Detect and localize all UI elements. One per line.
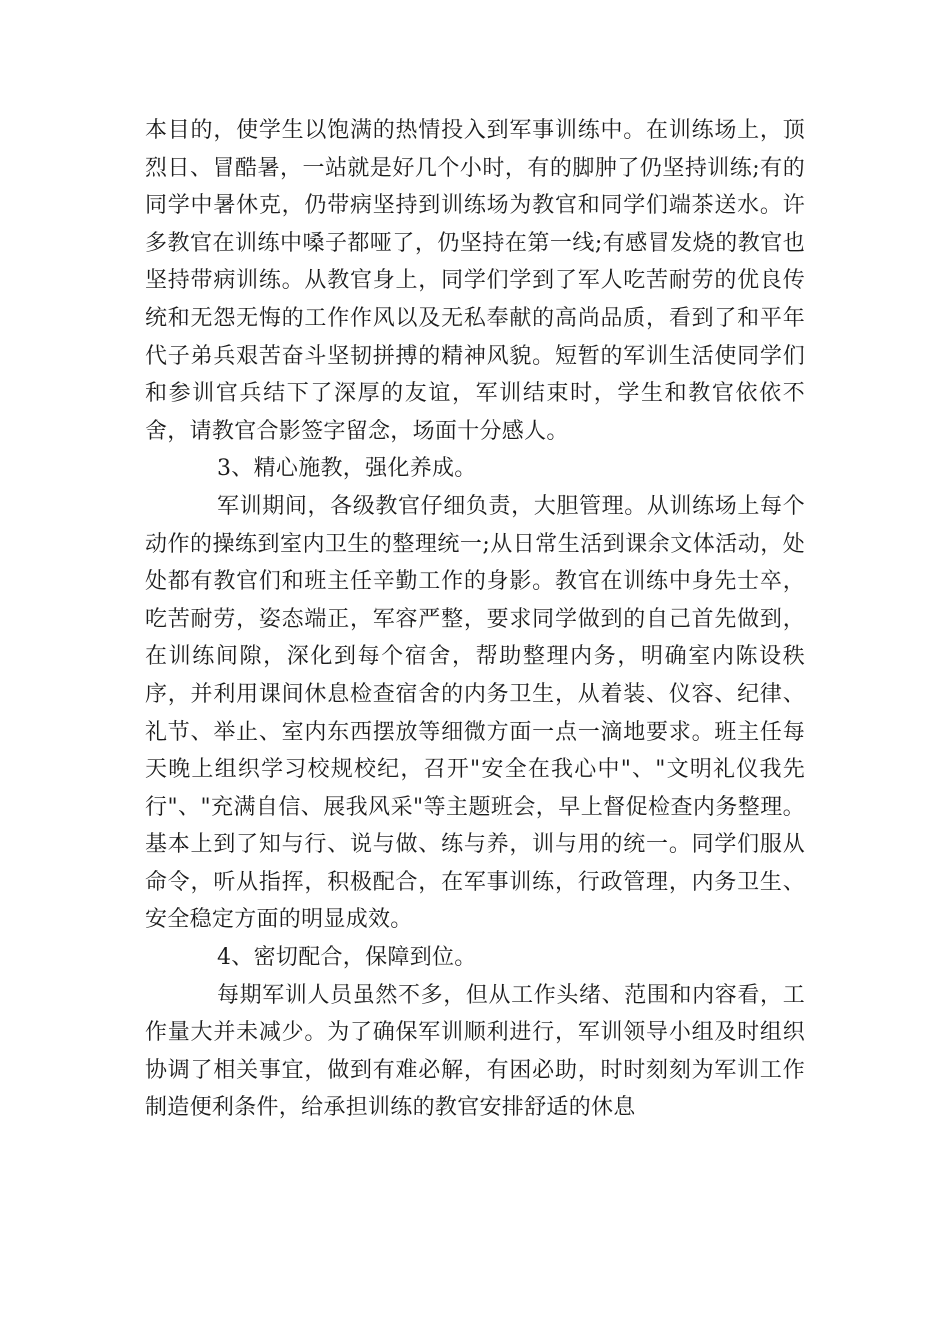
section-heading-4: 4、密切配合，保障到位。: [217, 945, 477, 971]
document-body: [145, 112, 805, 1127]
paragraph-training-spirit: 本目的，使学生以饱满的热情投入到军事训练中。在训练场上，顶烈日、冒酷暑，一站就是好几个小时，有的脚肿了仍坚持训练;有的同学中暑休克，仍带病坚持到训练场为教官和同学们端茶送水。许多教官在训练中嗓子都哑了，仍坚持在第一线;有感冒发烧的教官也坚持带病训练。从教官身上，同学们学到了军人吃苦耐劳的优良传统和无怨无悔的工作作风以及无私奉献的高尚品质，看到了和平年代子弟兵艰苦奋斗坚韧拼搏的精神风貌。短暂的军训生活使同学们和参训官兵结下了深厚的友谊，军训结束时，学生和教官依依不舍，请教官合影签字留念，场面十分感人。: [145, 118, 805, 444]
section-heading-3: 3、精心施教，强化养成。: [217, 456, 477, 482]
paragraph-instruction: 军训期间，各级教官仔细负责，大胆管理。从训练场上每个动作的操练到室内卫生的整理统一;从日常生活到课余文体活动，处处都有教官们和班主任辛勤工作的身影。教官在训练中身先士卒，吃苦耐劳，姿态端正，军容严整，要求同学做到的自己首先做到，在训练间隙，深化到每个宿舍，帮助整理内务，明确室内陈设秩序，并利用课间休息检查宿舍的内务卫生，从着装、仪容、纪律、礼节、举止、室内东西摆放等细微方面一点一滴地要求。班主任每天晚上组织学习校规校纪，召开"安全在我心中"、"文明礼仪我先行"、"充满自信、展我风采"等主题班会，早上督促检查内务整理。基本上到了知与行、说与做、练与养，训与用的统一。同学们服从命令，听从指挥，积极配合，在军事训练，行政管理，内务卫生、安全稳定方面的明显成效。: [145, 493, 805, 933]
paragraph-support: 每期军训人员虽然不多，但从工作头绪、范围和内容看，工作量大并未减少。为了确保军训顺利进行，军训领导小组及时组织协调了相关事宜，做到有难必解，有困必助，时时刻刻为军训工作制造便利条件，给承担训练的教官安排舒适的休息: [145, 982, 805, 1121]
